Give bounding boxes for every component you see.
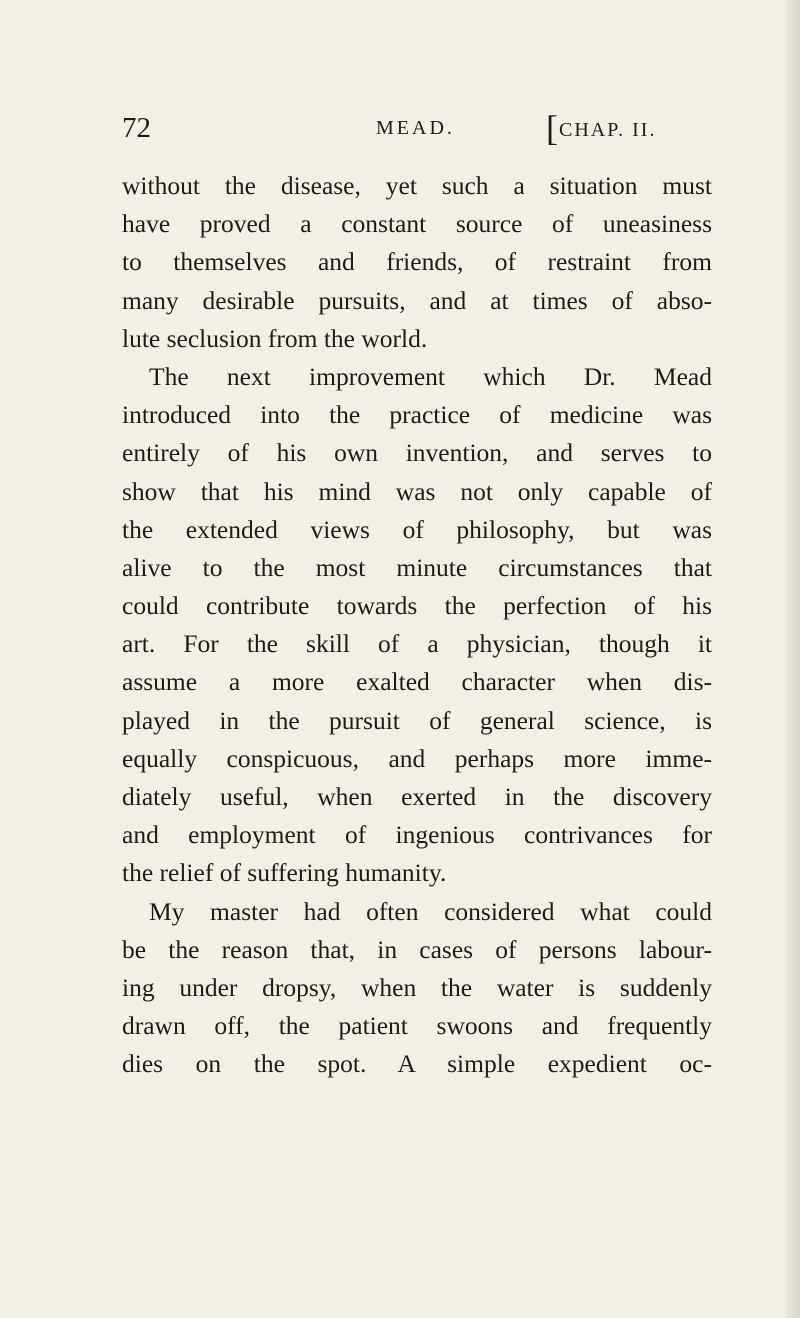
text-line: diately useful, when exerted in the discovery [122,782,712,811]
text-line: the relief of suffering humanity. [122,858,447,888]
text-line: dies on the spot. A simple expedient oc- [122,1049,712,1079]
text-line: art. For the skill of a physician, though it [122,629,712,659]
text-line: to themselves and friends, of restraint from [122,247,712,277]
text-line: could contribute towards the perfection of his [122,591,712,621]
text-line: show that his mind was not only capable of [122,476,712,506]
paragraph-start: The next improvement which Dr. Mead [149,361,712,391]
text-line: be the reason that, in cases of persons labour- [122,934,712,964]
text-line: drawn off, the patient swoons and frequently [122,1011,712,1041]
chapter-bracket: [ [546,108,558,148]
text-line: equally conspicuous, and perhaps more imme- [122,743,712,773]
text-line: played in the pursuit of general science, is [122,705,712,735]
text-line: ing under dropsy, when the water is suddenly [122,972,712,1002]
text-line: assume a more exalted character when dis- [122,667,712,697]
text-line: lute seclusion from the world. [122,323,428,353]
text-line: without the disease, yet such a situation must [122,171,712,200]
text-line: entirely of his own invention, and serves to [122,438,712,468]
page-edge [786,0,800,1318]
chapter-reference [546,108,656,150]
text-line: introduced into the practice of medicine was [122,400,712,430]
text-line: alive to the most minute circumstances that [122,552,712,582]
text-line: and employment of ingenious contrivances for [122,820,712,850]
text-line: many desirable pursuits, and at times of abso- [122,285,712,315]
body-text [122,167,712,1084]
page-number: 72 [122,112,151,144]
chapter-label: CHAP. II. [559,119,657,141]
running-title: MEAD. [376,117,455,139]
text-line: the extended views of philosophy, but was [122,514,712,544]
text-line: have proved a constant source of uneasiness [122,209,712,239]
paragraph-start: My master had often considered what could [149,896,712,926]
running-header [122,108,702,148]
